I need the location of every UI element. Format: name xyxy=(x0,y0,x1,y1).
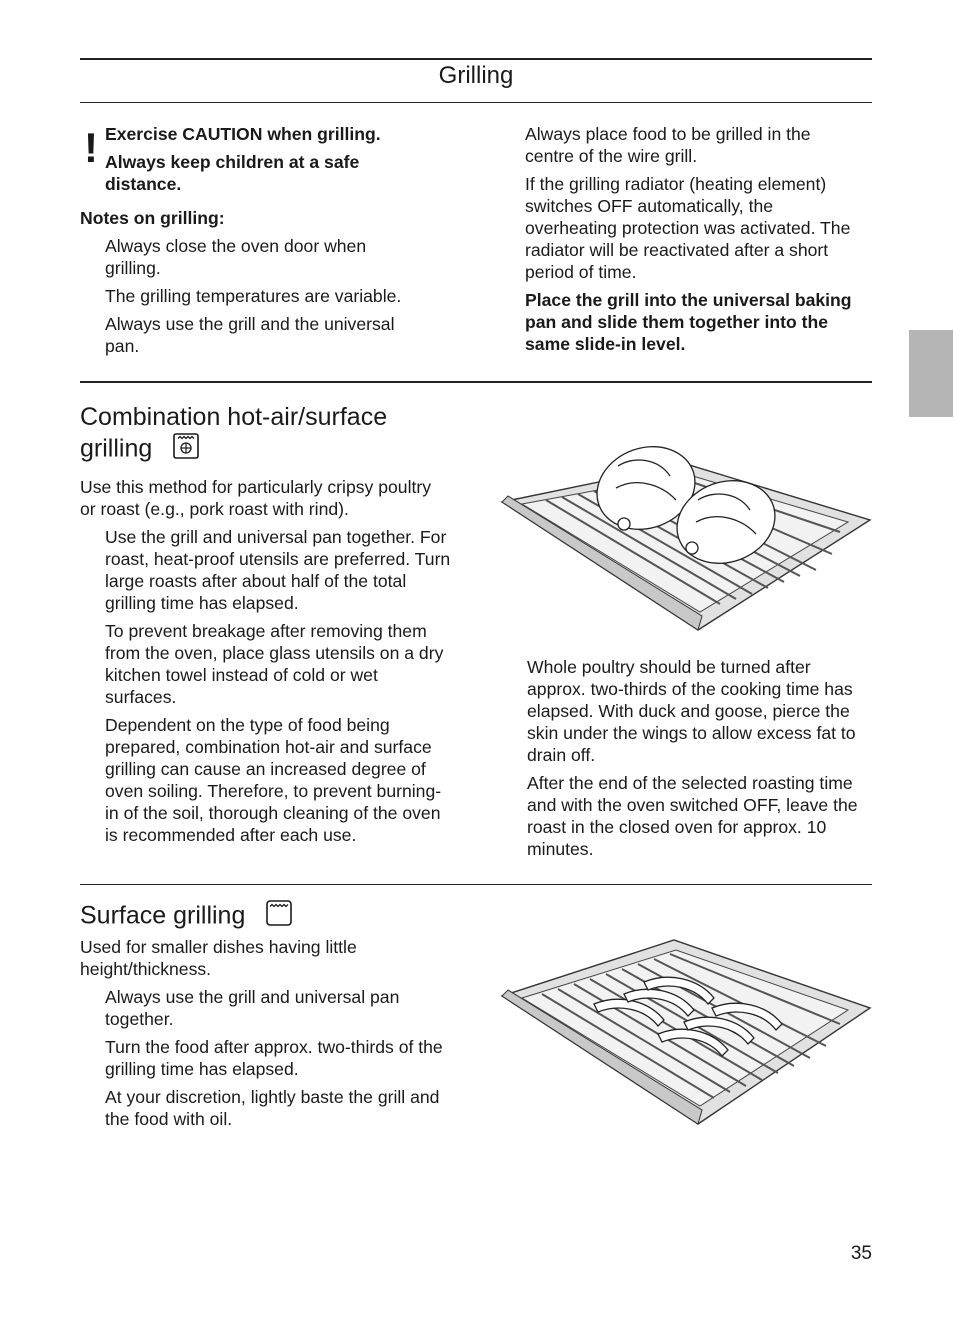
combination-grill-icon xyxy=(173,433,199,467)
chapter-thumb-tab xyxy=(909,330,953,417)
right-top-column xyxy=(525,123,855,361)
warning-exclamation-icon: ! xyxy=(84,124,98,171)
combination-right-column xyxy=(527,656,867,866)
rest-roast-note: After the end of the selected roasting time and with the oven switched OFF, leave the roast in the closed oven for approx. 10 minutes. xyxy=(527,773,858,859)
notes-list xyxy=(80,235,425,363)
grill-placement-instruction: Place the grill into the universal baking pan and slide them together into the same slide-in level. xyxy=(525,290,852,354)
notes-item: The grilling temperatures are variable. xyxy=(105,286,402,306)
header-bottom-rule xyxy=(80,102,872,103)
surface-item: Always use the grill and universal pan together. xyxy=(105,987,400,1029)
combination-list xyxy=(80,526,452,852)
combination-item: Dependent on the type of food being prepared, combination hot-air and surface grilling can cause an increased degree of oven soiling. Therefore, to prevent burning-in of the soil, thorough cleaning of the oven is recommended after each use. xyxy=(105,715,442,845)
placement-note: Always place food to be grilled in the centre of the wire grill. xyxy=(525,124,811,166)
sausages-on-grill-illustration xyxy=(498,934,874,1130)
combination-section-title xyxy=(80,402,500,467)
caution-line-2: Always keep children at a safe distance. xyxy=(105,152,360,194)
surface-intro: Used for smaller dishes having little height/thickness. xyxy=(80,937,357,979)
turn-poultry-note: Whole poultry should be turned after approx. two-thirds of the cooking time has elapsed. With duck and goose, pierce the skin under the wings to allow excess fat to drain off. xyxy=(527,657,856,765)
surface-grill-icon xyxy=(266,900,292,934)
page-title: Grilling xyxy=(438,62,514,89)
combination-intro: Use this method for particularly cripsy poultry or roast (e.g., pork roast with rind). xyxy=(80,477,432,519)
poultry-on-grill-illustration xyxy=(498,436,874,636)
surface-item: Turn the food after approx. two-thirds of the grilling time has elapsed. xyxy=(105,1037,443,1079)
combination-title-line-2: grilling xyxy=(80,434,153,463)
section-rule-2 xyxy=(80,884,872,885)
notes-item: Always close the oven door when grilling. xyxy=(105,236,367,278)
combination-title-line-1: Combination hot-air/surface xyxy=(80,403,388,431)
caution-line-1: Exercise CAUTION when grilling. xyxy=(105,124,381,144)
notes-heading: Notes on grilling: xyxy=(80,208,225,228)
notes-item: Always use the grill and the universal pan. xyxy=(105,314,395,356)
surface-section-title: Surface grilling xyxy=(80,900,440,934)
overheat-note: If the grilling radiator (heating element) switches OFF automatically, the overheating protection was activated. The radiator will be reactivated after a short period of time. xyxy=(525,174,851,282)
surface-list xyxy=(80,986,452,1136)
page-number: 35 xyxy=(850,1243,872,1264)
combination-item: Use the grill and universal pan together. For roast, heat-proof utensils are preferred. Turn large roasts after about half of the total grilling time has elapsed. xyxy=(105,527,451,613)
combination-item: To prevent breakage after removing them from the oven, place glass utensils on a dry kitchen towel instead of cold or wet surfaces. xyxy=(105,621,444,707)
top-rule xyxy=(80,58,872,60)
section-rule-1 xyxy=(80,381,872,383)
surface-item: At your discretion, lightly baste the grill and the food with oil. xyxy=(105,1087,440,1129)
